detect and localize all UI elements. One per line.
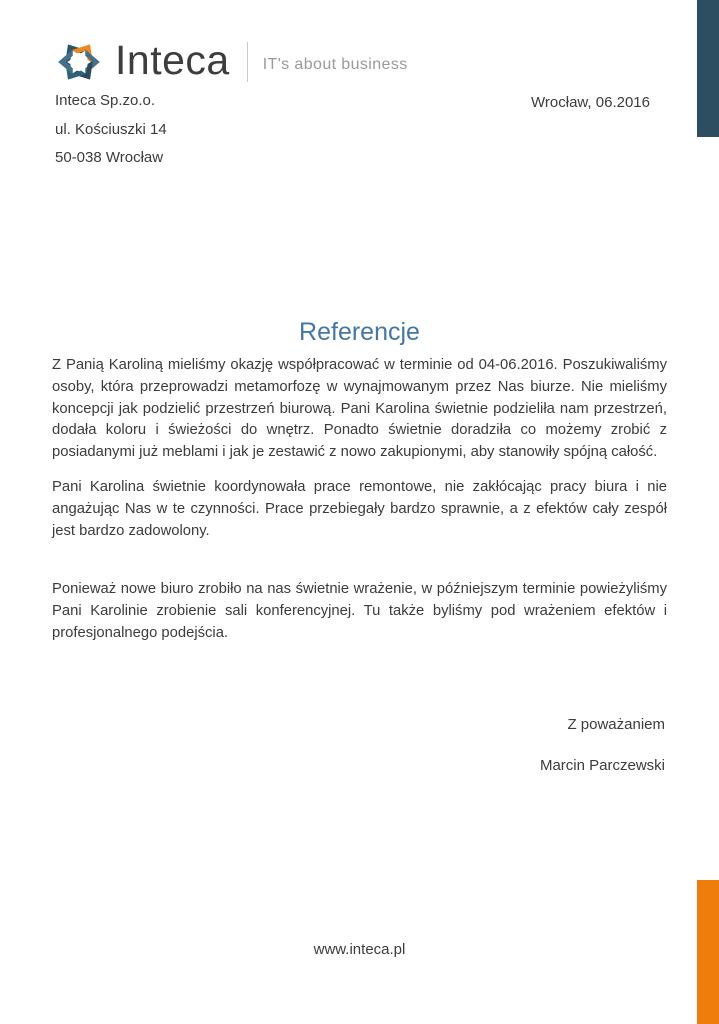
logo-divider [247,42,248,82]
logo-wordmark: Inteca [115,36,230,83]
paragraph-2: Pani Karolina świetnie koordynowała prace remontowe, nie zakłócając pracy biura i nie angażując Nas w te czynności. Prace przebiegały bardzo sprawnie, a z efektów cały zespół jest bardzo zadowolony. [52,478,667,539]
paragraph-1: Z Panią Karoliną mieliśmy okazję współpracować w terminie od 04-06.2016. Poszukiwaliśmy osoby, która przeprowadzi metamorfozę w wynajmowanym przez Nas biurze. Nie mieliśmy koncepcji jak podzielić przestrzeń biurową. Pani Karolina świetnie podzieliła nam przestrzeń, dodała koloru i świeżości do wnętrz. Ponadto świetnie doradziła co możemy zrobić z posiadanymi już meblami i jak je zestawić z nowo zakupionymi, aby stanowiły spójną całość. [52,357,667,461]
top-right-accent-bar [697,0,719,137]
signature-block [540,716,665,774]
letter-title: Referencje [299,318,420,346]
closing-phrase: Z poważaniem [567,716,665,733]
letter-body [52,355,667,658]
signatory-name: Marcin Parczewski [539,757,665,774]
sender-address-block [55,93,167,179]
inteca-logo [53,34,408,90]
inteca-star-icon [53,34,105,90]
paragraph-3: Ponieważ nowe biuro zrobiło na nas świetnie wrażenie, w późniejszym terminie powieżyliśmy Pani Karolinie zrobienie sali konferencyjnej. Tu także byliśmy pod wrażeniem efektów i profesjonalnego podejścia. [52,581,667,641]
address-city: 50-038 Wrocław [55,149,164,166]
address-street: ul. Kościuszki 14 [55,120,167,138]
footer-website: www.inteca.pl [313,941,406,958]
letter-date: Wrocław, 06.2016 [531,94,650,111]
company-name: Inteca Sp.zo.o. [55,92,156,109]
logo-tagline: IT's about business [262,56,408,73]
